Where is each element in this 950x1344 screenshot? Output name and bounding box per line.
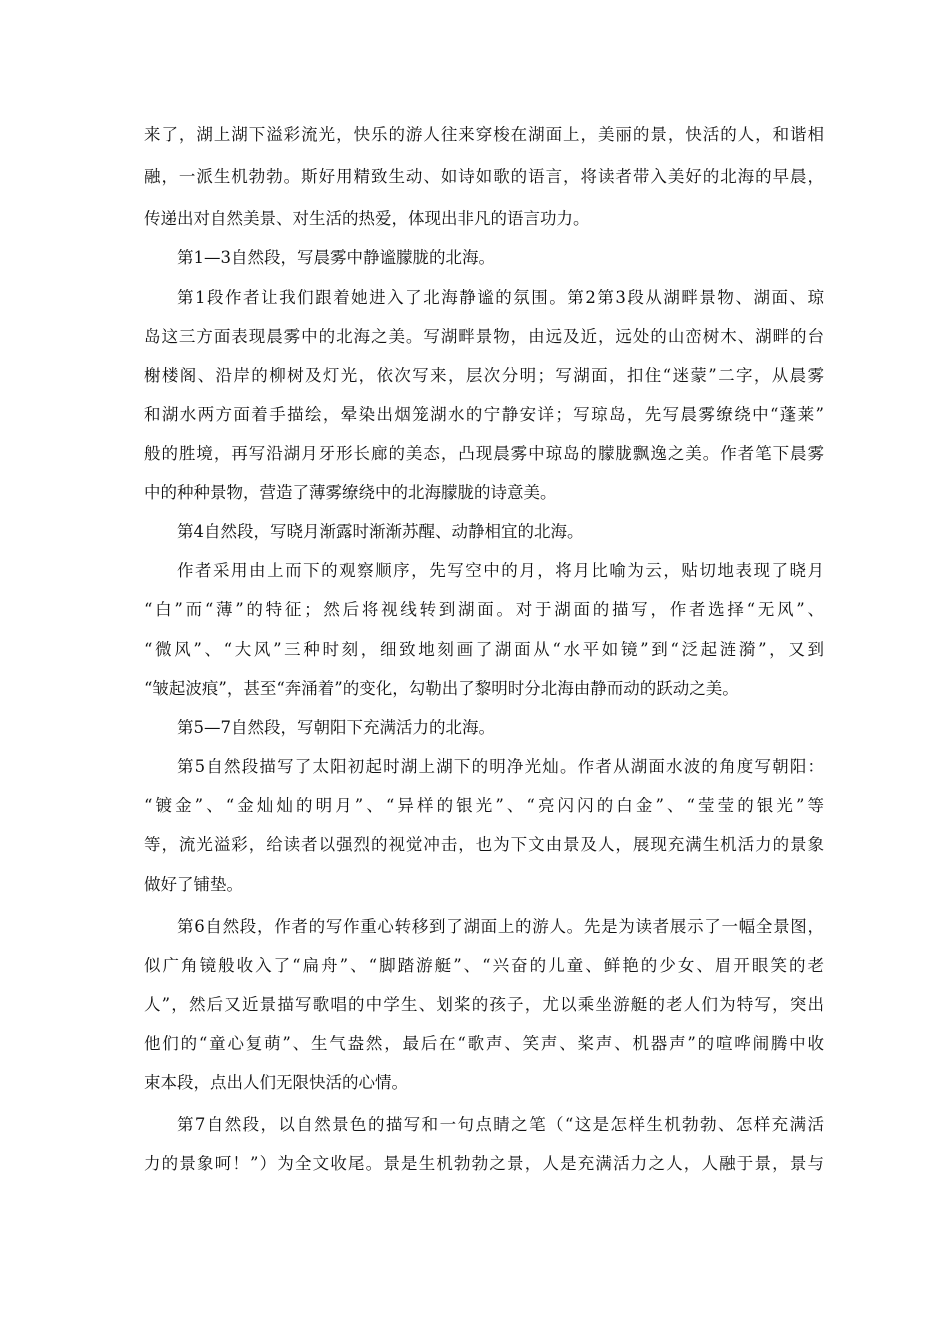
text-line: “白”而“薄”的特征；然后将视线转到湖面。对于湖面的描写，作者选择“无风”、	[144, 600, 824, 619]
text-line: 作者采用由上而下的观察顺序，先写空中的月，将月比喻为云，贴切地表现了晓月	[177, 561, 824, 580]
text-line: 第1段作者让我们跟着她进入了北海静谧的氛围。第2第3段从湖畔景物、湖面、琼	[177, 288, 824, 307]
text-line: 力的景象呵！”）为全文收尾。景是生机勃勃之景，人是充满活力之人，人融于景，景与	[144, 1154, 824, 1173]
text-line: 他们的“童心复萌”、生气盎然，最后在“歌声、笑声、桨声、机器声”的喧哗闹腾中收	[144, 1034, 824, 1053]
section-heading: 第4自然段，写晓月渐露时渐渐苏醒、动静相宜的北海。	[177, 522, 584, 541]
text-line: 和湖水两方面着手描绘，晕染出烟笼湖水的宁静安详；写琼岛，先写晨雾缭绕中“蓬莱”	[144, 405, 824, 424]
text-line: 中的种种景物，营造了薄雾缭绕中的北海朦胧的诗意美。	[144, 483, 557, 502]
text-line: “微风”、“大风”三种时刻，细致地刻画了湖面从“水平如镜”到“泛起涟漪”，又到	[144, 640, 824, 659]
section-heading: 第5—7自然段，写朝阳下充满活力的北海。	[177, 718, 495, 737]
text-line: 第6自然段，作者的写作重心转移到了湖面上的游人。先是为读者展示了一幅全景图，	[177, 917, 824, 936]
text-line: 第7自然段，以自然景色的描写和一句点睛之笔（“这是怎样生机勃勃、怎样充满活	[177, 1115, 824, 1134]
text-line: 融，一派生机勃勃。斯好用精致生动、如诗如歌的语言，将读者带入美好的北海的早晨，	[144, 167, 824, 186]
text-line: 人”，然后又近景描写歌唱的中学生、划桨的孩子，尤以乘坐游艇的老人们为特写，突出	[144, 995, 824, 1014]
text-line: 般的胜境，再写沿湖月牙形长廊的美态，凸现晨雾中琼岛的朦胧飘逸之美。作者笔下晨雾	[144, 444, 824, 463]
text-line: 榭楼阁、沿岸的柳树及灯光，依次写来，层次分明；写湖面，扣住“迷蒙”二字，从晨雾	[144, 366, 824, 385]
text-line: 第5自然段描写了太阳初起时湖上湖下的明净光灿。作者从湖面水波的角度写朝阳：	[177, 757, 824, 776]
text-line: 似广角镜般收入了“扁舟”、“脚踏游艇”、“兴奋的儿童、鲜艳的少女、眉开眼笑的老	[144, 956, 824, 975]
text-line: “皱起波痕”，甚至“奔涌着”的变化，勾勒出了黎明时分北海由静而动的跃动之美。	[144, 679, 739, 698]
text-line: 束本段，点出人们无限快活的心情。	[144, 1073, 408, 1092]
text-line: 传递出对自然美景、对生活的热爱，体现出非凡的语言功力。	[144, 209, 590, 228]
text-line: “镀金”、“金灿灿的明月”、“异样的银光”、“亮闪闪的白金”、“莹莹的银光”等	[144, 796, 824, 815]
text-line: 来了，湖上湖下溢彩流光，快乐的游人往来穿梭在湖面上，美丽的景，快活的人，和谐相	[144, 125, 824, 144]
section-heading: 第1—3自然段，写晨雾中静谧朦胧的北海。	[177, 248, 495, 267]
text-line: 岛这三方面表现晨雾中的北海之美。写湖畔景物，由远及近，远处的山峦树木、湖畔的台	[144, 327, 824, 346]
text-line: 等，流光溢彩，给读者以强烈的视觉冲击，也为下文由景及人，展现充满生机活力的景象	[144, 835, 824, 854]
text-line: 做好了铺垫。	[144, 875, 243, 894]
